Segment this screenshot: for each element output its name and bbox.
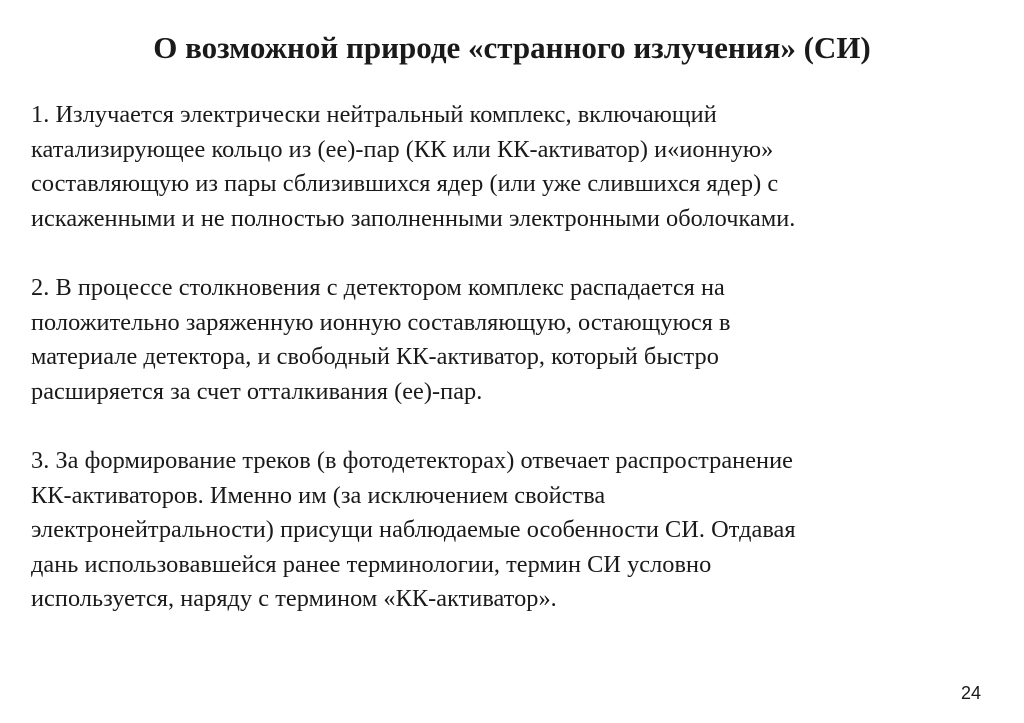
- paragraph-line: 1. Излучается электрически нейтральный комплекс, включающий: [31, 101, 717, 128]
- paragraph-line: катализирующее кольцо из (ее)-пар (КК или КК-активатор) и«ионную»: [31, 135, 774, 163]
- paragraph-line: электронейтральности) присущи наблюдаемые особенности СИ. Отдавая: [31, 516, 796, 543]
- page-number: 24: [960, 683, 981, 703]
- paragraph-line: используется, наряду с термином «КК-активатор».: [31, 585, 557, 612]
- paragraph-line: положительно заряженную ионную составляющую, остающуюся в: [31, 308, 731, 336]
- slide-body: [31, 98, 991, 652]
- paragraph-2: [31, 271, 991, 409]
- paragraph-line: расширяется за счет отталкивания (ее)-пар.: [31, 377, 483, 405]
- paragraph-line: дань использовавшейся ранее терминологии, термин СИ условно: [31, 550, 712, 578]
- paragraph-line: КК-активаторов. Именно им (за исключением свойства: [31, 481, 606, 509]
- slide-title: О возможной природе «странного излучения» (СИ): [153, 30, 871, 65]
- paragraph-1: [31, 98, 991, 236]
- paragraph-line: 3. За формирование треков (в фотодетекторах) отвечает распространение: [31, 447, 793, 474]
- paragraph-line: составляющую из пары сблизившихся ядер (или уже слившихся ядер) с: [31, 170, 779, 197]
- paragraph-line: материале детектора, и свободный КК-активатор, который быстро: [31, 343, 719, 370]
- paragraph-3: [31, 444, 991, 617]
- paragraph-line: искаженными и не полностью заполненными электронными оболочками.: [31, 204, 796, 232]
- paragraph-line: 2. В процессе столкновения с детектором комплекс распадается на: [31, 274, 725, 301]
